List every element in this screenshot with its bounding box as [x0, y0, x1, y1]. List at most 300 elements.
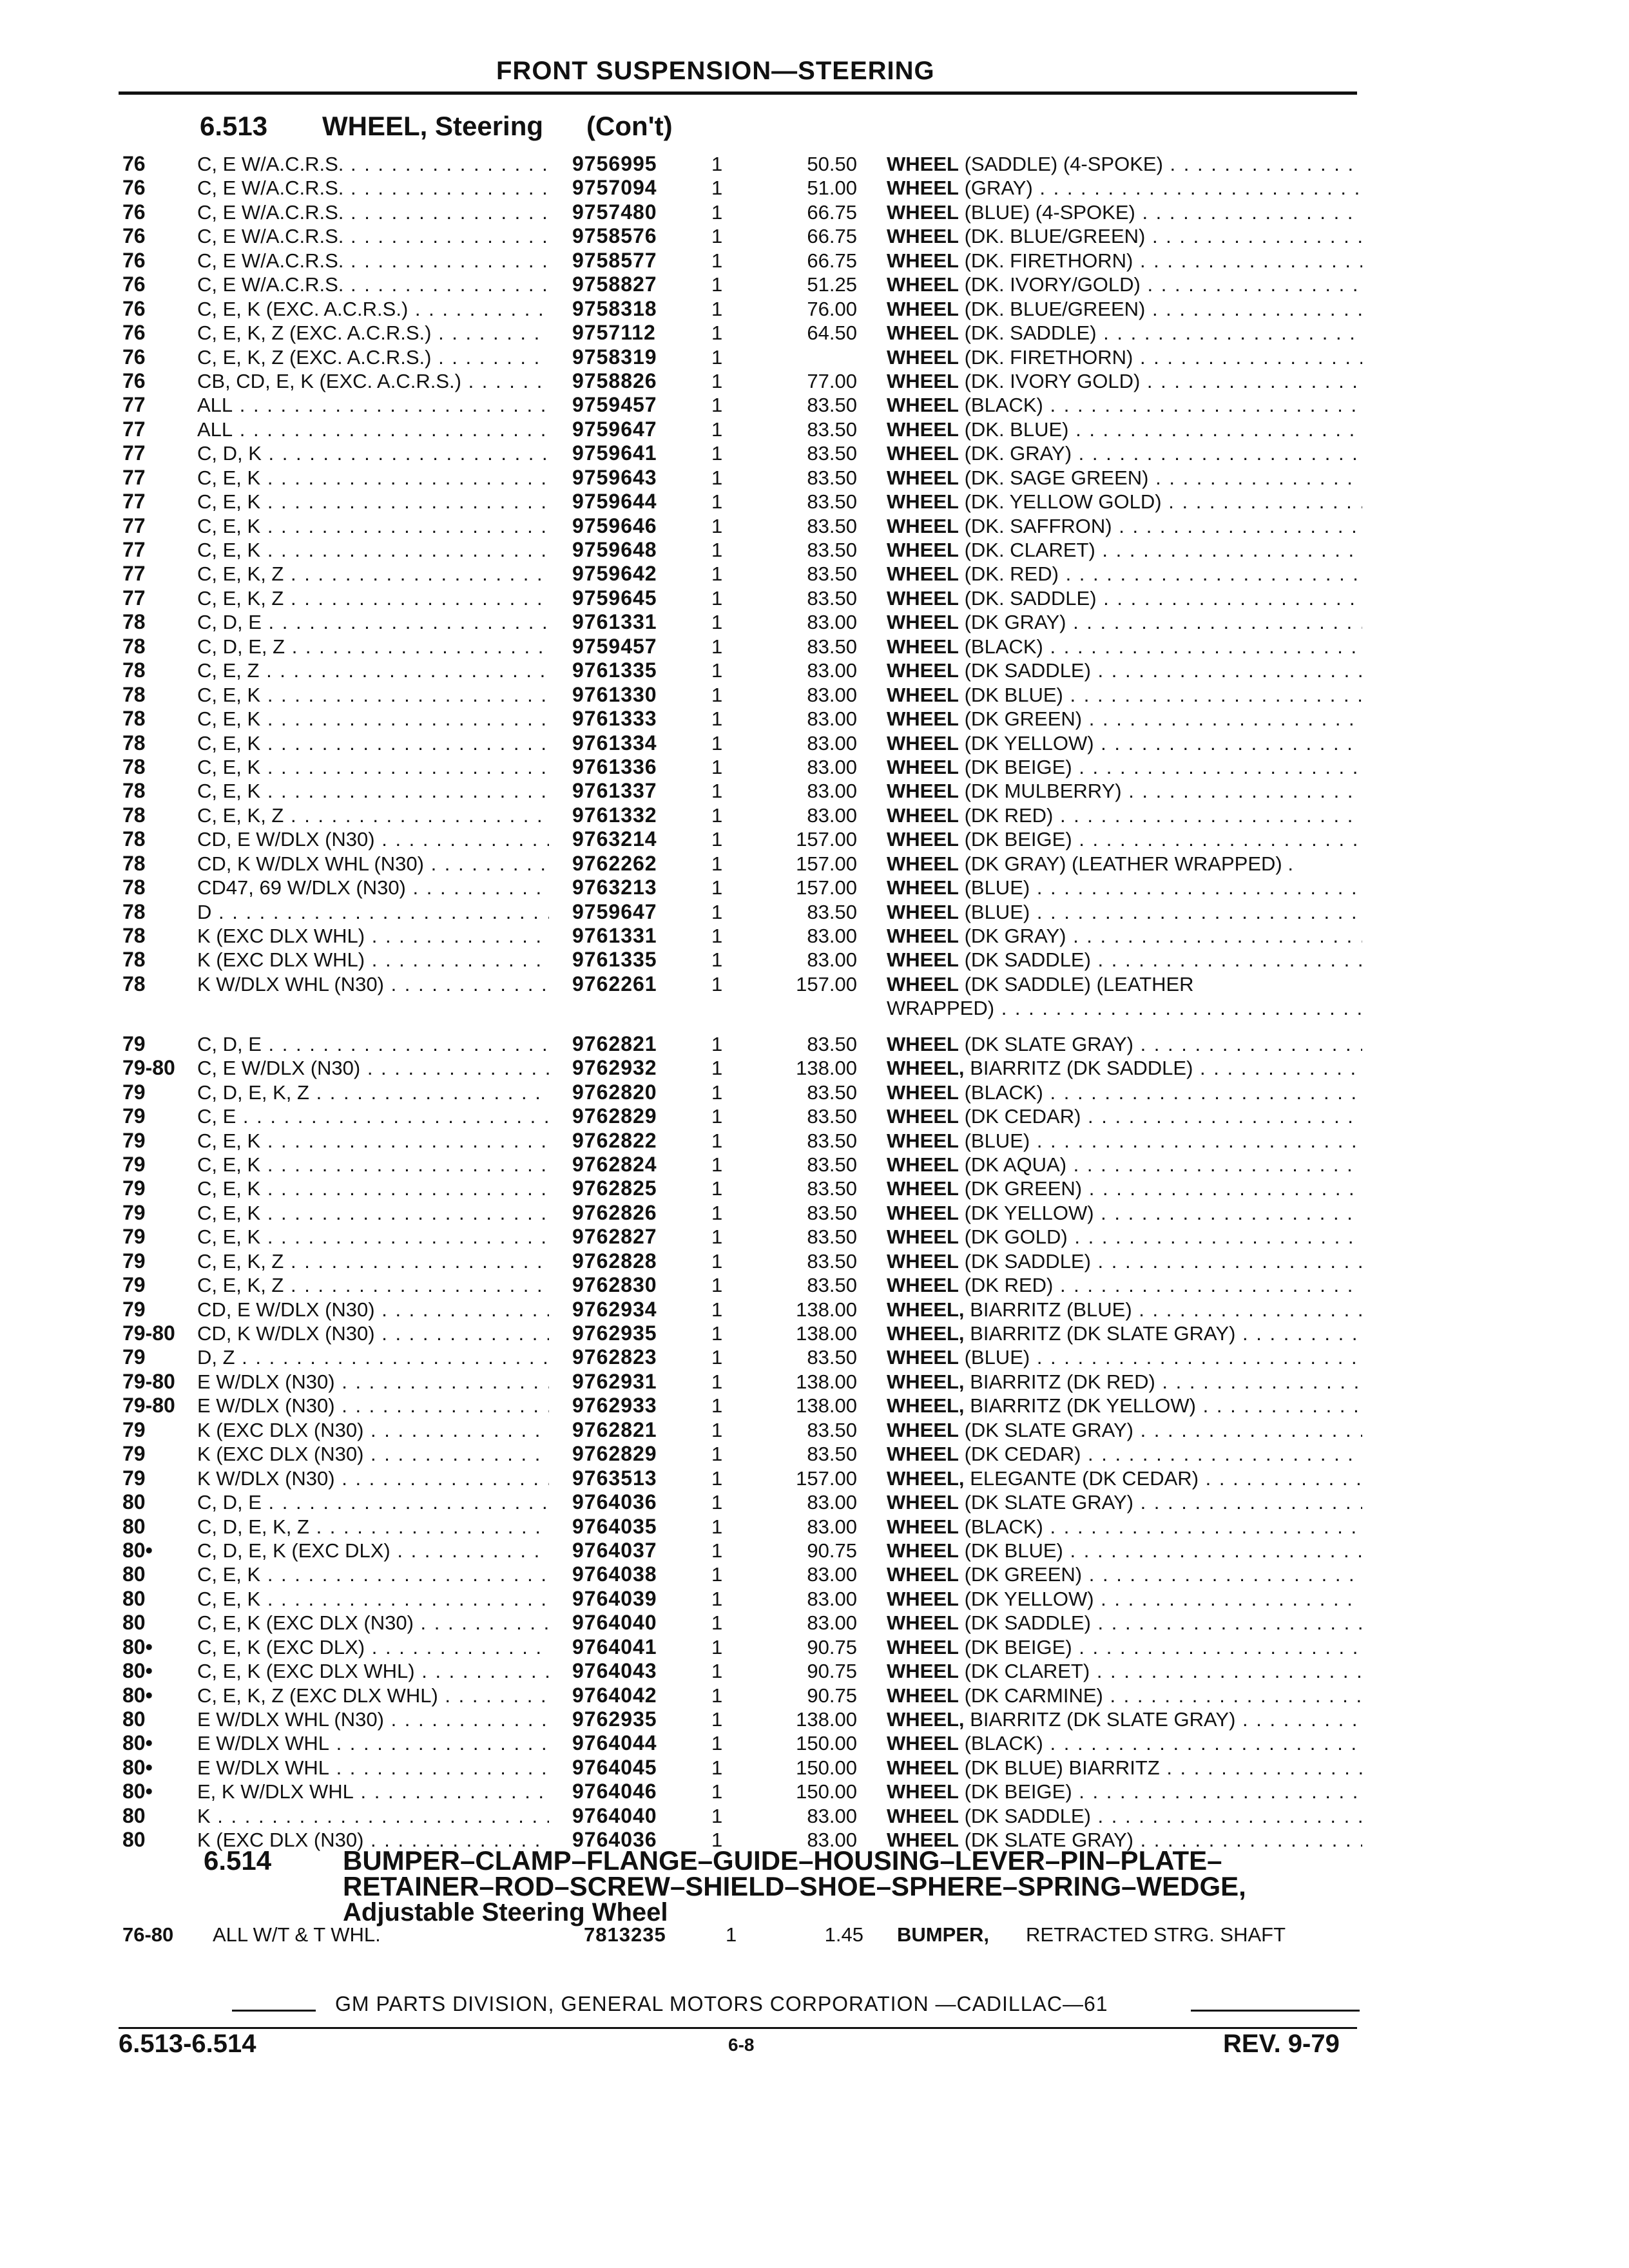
item-detail: (DK CEDAR) [964, 1443, 1081, 1466]
description-cell [887, 1659, 1362, 1683]
item-name: WHEEL [887, 369, 959, 392]
application-cell: K W/DLX (N30) . . . [197, 1466, 549, 1490]
application-cell: CD, K W/DLX WHL (N30) . . . [197, 852, 549, 876]
description-cell [887, 1418, 1362, 1442]
part-number-cell: 9762933 [572, 1394, 657, 1418]
application-cell: C, E W/A.C.R.S. . . . [197, 273, 549, 296]
description-cell [887, 1707, 1362, 1731]
year-cell: 78 [122, 682, 146, 706]
application-cell: C, D, E, K, Z . . . [197, 1515, 549, 1539]
item-detail: (DK YELLOW) [964, 731, 1094, 754]
price-cell: 83.50 [807, 1225, 857, 1249]
item-name: WHEEL [887, 514, 959, 537]
table-row [0, 1731, 1629, 1755]
description-cell [887, 224, 1362, 248]
year-cell: 78 [122, 803, 146, 827]
price-cell: 83.50 [807, 1201, 857, 1224]
quantity-cell: 1 [711, 780, 723, 803]
price-cell: 138.00 [796, 1322, 857, 1345]
price-cell: 83.50 [807, 1274, 857, 1297]
part-number-cell: 9762931 [572, 1369, 657, 1393]
part-number-cell: 9762823 [572, 1345, 657, 1369]
table-row [0, 635, 1629, 658]
item-detail: (DK. BLUE/GREEN) [964, 225, 1146, 248]
item-name: WHEEL [887, 562, 959, 586]
year-cell: 78 [122, 731, 146, 754]
item-detail: (BLUE) [964, 900, 1030, 923]
description-cell [887, 996, 1362, 1020]
description-cell [887, 249, 1362, 273]
price-cell: 83.50 [807, 562, 857, 586]
part-number-cell: 9762822 [572, 1128, 657, 1152]
header-rule [119, 91, 1357, 95]
item-detail: BIARRITZ (BLUE) [970, 1298, 1132, 1321]
table-row [0, 1153, 1629, 1177]
quantity-cell: 1 [711, 1129, 723, 1152]
item-detail: (DK RED) [964, 803, 1054, 827]
table-row [0, 1490, 1629, 1514]
section-number: 6.514 [204, 1845, 272, 1876]
item-name: WHEEL [887, 225, 959, 248]
section-number: 6.513 [200, 111, 268, 141]
price-cell: 66.75 [807, 200, 857, 224]
price-cell: 90.75 [807, 1660, 857, 1683]
quantity-cell: 1 [711, 225, 723, 248]
item-name: WHEEL [887, 1418, 959, 1441]
quantity-cell: 1 [711, 153, 723, 175]
item-detail: (DK. GRAY) [964, 442, 1072, 465]
application-cell: C, E W/A.C.R.S. . . . [197, 152, 549, 176]
table-row [0, 538, 1629, 562]
year-cell: 76 [122, 248, 146, 272]
year-cell: 78 [122, 851, 146, 875]
page-number: 6-8 [728, 2035, 755, 2055]
year-cell: 77 [122, 441, 146, 465]
price-cell: 51.25 [807, 273, 857, 296]
item-name: WHEEL [887, 297, 959, 320]
item-detail: (DK. IVORY GOLD) [964, 369, 1141, 392]
application-cell: C, E, K . . . [197, 1153, 549, 1177]
footer-rule [119, 2027, 1357, 2029]
year-cell: 76 [122, 321, 146, 345]
description-cell [887, 876, 1362, 899]
part-number-cell: 9762821 [572, 1418, 657, 1441]
table-row [0, 1321, 1629, 1345]
year-cell: 79 [122, 1249, 146, 1273]
quantity-cell: 1 [711, 683, 723, 706]
quantity-cell: 1 [711, 322, 723, 345]
quantity-cell: 1 [711, 1105, 723, 1128]
item-name: WHEEL [887, 1032, 959, 1055]
part-number-cell: 9762934 [572, 1297, 657, 1321]
item-name: WHEEL [887, 1756, 959, 1779]
price-cell: 150.00 [796, 1756, 857, 1779]
quantity-cell: 1 [711, 731, 723, 754]
description-cell [887, 418, 1362, 441]
application-cell: C, E W/A.C.R.S. . . . [197, 224, 549, 248]
item-name: WHEEL [887, 635, 959, 658]
quantity-cell: 1 [711, 1057, 723, 1080]
table-row [0, 1466, 1629, 1490]
price-cell: 76.00 [807, 297, 857, 320]
quantity-cell: 1 [711, 1708, 723, 1731]
application-cell: ALL . . . [197, 418, 549, 441]
item-name: WHEEL [887, 731, 959, 754]
price-cell: 83.50 [807, 1153, 857, 1176]
table-row [0, 1587, 1629, 1611]
item-detail: (BLUE) [964, 1346, 1030, 1369]
description-cell [887, 1587, 1362, 1611]
quantity-cell: 1 [711, 1081, 723, 1104]
quantity-cell: 1 [711, 1153, 723, 1176]
table-row [0, 273, 1629, 296]
price-cell: 90.75 [807, 1635, 857, 1658]
part-number-cell: 9764037 [572, 1538, 657, 1562]
quantity-cell: 1 [711, 345, 723, 369]
description-cell [887, 924, 1362, 948]
table-row [0, 586, 1629, 610]
table-row [0, 176, 1629, 200]
year-cell: 80 [122, 1828, 146, 1852]
description-cell [887, 683, 1362, 707]
application-cell: C, E, K, Z . . . [197, 1273, 549, 1297]
part-number-cell: 9763214 [572, 827, 657, 851]
item-detail: WRAPPED) [887, 997, 995, 1020]
table-row [0, 1922, 1629, 1948]
item-detail: BIARRITZ (DK RED) [970, 1370, 1155, 1393]
quantity-cell: 1 [711, 1274, 723, 1297]
quantity-cell: 1 [711, 514, 723, 537]
quantity-cell: 1 [711, 1177, 723, 1200]
year-cell: 78 [122, 610, 146, 634]
description-cell [887, 514, 1362, 538]
year-cell: 79 [122, 1032, 146, 1055]
item-name: WHEEL [887, 322, 959, 345]
table-row [0, 345, 1629, 369]
table-row [0, 1081, 1629, 1104]
part-number-cell: 9763213 [572, 876, 657, 899]
description-cell [887, 948, 1362, 972]
application-cell: E W/DLX (N30) . . . [197, 1394, 549, 1418]
application-cell: C, E, K . . . [197, 538, 549, 562]
item-name: WHEEL, [887, 1298, 965, 1321]
application-cell: C, E, K . . . [197, 1177, 549, 1200]
item-name: WHEEL [887, 1225, 959, 1249]
part-number-cell: 9762825 [572, 1177, 657, 1200]
item-detail: (DK. SAFFRON) [964, 514, 1112, 537]
part-number-cell: 9764043 [572, 1659, 657, 1683]
quantity-cell: 1 [711, 925, 723, 947]
price-cell: 157.00 [796, 828, 857, 851]
section-note: (Con't) [586, 111, 673, 141]
item-name: WHEEL [887, 611, 959, 634]
description-cell [887, 1056, 1362, 1080]
item-name: WHEEL [887, 153, 959, 175]
part-number-cell: 9757480 [572, 200, 657, 224]
part-number-cell: 9762826 [572, 1200, 657, 1224]
item-detail: BIARRITZ (DK YELLOW) [970, 1394, 1196, 1418]
year-cell: 79-80 [122, 1394, 175, 1418]
application-cell: CD, E W/DLX (N30) . . . [197, 1298, 549, 1321]
part-number-cell: 9764036 [572, 1828, 657, 1852]
item-detail: (DK GOLD) [964, 1225, 1068, 1249]
quantity-cell: 1 [711, 200, 723, 224]
section-title-line: BUMPER–CLAMP–FLANGE–GUIDE–HOUSING–LEVER–PIN–PLATE– [343, 1845, 1222, 1876]
quantity-cell: 1 [711, 539, 723, 561]
price-cell: 64.50 [807, 322, 857, 345]
price-cell: 83.50 [807, 1177, 857, 1200]
item-name: WHEEL [887, 1274, 959, 1297]
item-name: WHEEL [887, 1780, 959, 1803]
year-cell: 80• [122, 1538, 153, 1562]
table-row [0, 755, 1629, 779]
item-detail: (DK. YELLOW GOLD) [964, 490, 1162, 514]
description-cell [887, 1273, 1362, 1297]
year-cell: 77 [122, 465, 146, 489]
price-cell: 83.50 [807, 490, 857, 514]
item-name: WHEEL [887, 1443, 959, 1466]
price-cell: 83.00 [807, 707, 857, 731]
part-number-cell: 9764036 [572, 1490, 657, 1514]
description-cell [887, 1539, 1362, 1562]
table-row [0, 1539, 1629, 1562]
year-cell: 80• [122, 1780, 153, 1803]
part-number-cell: 9761335 [572, 658, 657, 682]
year-cell: 76 [122, 176, 146, 200]
description-cell [887, 755, 1362, 779]
item-detail: (DK RED) [964, 1274, 1054, 1297]
footer-divider [1191, 2010, 1360, 2012]
quantity-cell: 1 [711, 1346, 723, 1369]
description-cell [887, 393, 1362, 417]
row-spacer [0, 1021, 1629, 1032]
year-cell: 79 [122, 1152, 146, 1176]
description-cell [887, 321, 1362, 345]
item-name: WHEEL [887, 1804, 959, 1827]
item-detail: (BLACK) [964, 394, 1043, 417]
table-row [0, 152, 1629, 176]
part-number-cell: 9761331 [572, 924, 657, 947]
application-cell: K W/DLX WHL (N30) . . . [197, 972, 549, 996]
application-cell: C, E, K, Z (EXC. A.C.R.S.) . . . [197, 321, 549, 345]
quantity-cell: 1 [711, 1322, 723, 1345]
table-row [0, 1780, 1629, 1803]
description-cell [887, 852, 1362, 876]
application-cell: C, E, K . . . [197, 779, 549, 803]
table-row [0, 441, 1629, 465]
table-row [0, 1707, 1629, 1731]
year-cell: 79 [122, 1128, 146, 1152]
item-name: WHEEL [887, 972, 959, 995]
application-cell: C, E W/A.C.R.S. . . . [197, 176, 549, 200]
item-name: WHEEL, [887, 1708, 965, 1731]
item-detail: (DK GREEN) [964, 1563, 1083, 1586]
application-cell: ALL W/T & T WHL. [213, 1923, 381, 1946]
price-cell: 83.00 [807, 611, 857, 634]
description-cell [887, 972, 1362, 996]
price-cell: 83.00 [807, 1611, 857, 1635]
item-name: WHEEL [887, 780, 959, 803]
year-cell: 77 [122, 538, 146, 561]
quantity-cell: 1 [711, 659, 723, 682]
item-detail: (DK GREEN) [964, 707, 1083, 731]
year-cell: 79 [122, 1080, 146, 1104]
table-row [0, 1756, 1629, 1780]
item-name: WHEEL [887, 1177, 959, 1200]
item-detail: (DK CLARET) [964, 1660, 1090, 1683]
item-detail: (DK SLATE GRAY) [964, 1491, 1133, 1514]
item-name: WHEEL [887, 1249, 959, 1273]
item-detail: (DK BLUE) [964, 683, 1063, 706]
quantity-cell: 1 [711, 369, 723, 392]
application-cell: C, E, K, Z . . . [197, 562, 549, 586]
table-row [0, 779, 1629, 803]
year-cell: 76 [122, 345, 146, 369]
application-cell: K (EXC DLX (N30) . . . [197, 1418, 549, 1442]
quantity-cell: 1 [711, 611, 723, 634]
item-detail: (DK SADDLE) [964, 1804, 1091, 1827]
item-cell: BUMPER, [897, 1923, 989, 1946]
quantity-cell: 1 [711, 1418, 723, 1441]
price-cell: 83.00 [807, 925, 857, 947]
year-cell: 79 [122, 1200, 146, 1224]
table-row [0, 1442, 1629, 1466]
application-cell: ALL . . . [197, 393, 549, 417]
table-row [0, 297, 1629, 321]
table-row [0, 224, 1629, 248]
table-row [0, 1056, 1629, 1080]
item-name: WHEEL [887, 900, 959, 923]
item-name: WHEEL [887, 394, 959, 417]
year-cell: 80 [122, 1586, 146, 1610]
item-name: WHEEL [887, 1129, 959, 1152]
application-cell: CD47, 69 W/DLX (N30) . . . [197, 876, 549, 899]
description-cell [887, 707, 1362, 731]
item-detail: (DK. BLUE/GREEN) [964, 297, 1146, 320]
part-number-cell: 9764041 [572, 1635, 657, 1658]
item-name: WHEEL [887, 925, 959, 947]
item-name: WHEEL [887, 659, 959, 682]
part-number-cell: 9762829 [572, 1104, 657, 1128]
year-cell: 79-80 [122, 1321, 175, 1345]
item-name: WHEEL [887, 1732, 959, 1755]
description-cell [887, 658, 1362, 682]
year-cell: 80 [122, 1707, 146, 1731]
year-cell: 78 [122, 876, 146, 899]
item-detail: (DK BLUE) [964, 1539, 1063, 1562]
item-name: WHEEL [887, 1539, 959, 1562]
application-cell: C, E, K . . . [197, 755, 549, 779]
table-row [0, 827, 1629, 851]
part-number-cell: 9759457 [572, 634, 657, 658]
year-cell: 78 [122, 634, 146, 658]
part-number-cell: 9761332 [572, 803, 657, 827]
section-name: WHEEL, Steering [322, 111, 544, 141]
quantity-cell: 1 [711, 1684, 723, 1707]
application-cell: C, E, K . . . [197, 1562, 549, 1586]
application-cell: C, E W/DLX (N30) . . . [197, 1056, 549, 1080]
year-cell: 79 [122, 1273, 146, 1297]
year-cell: 77 [122, 393, 146, 417]
description-cell [887, 200, 1362, 224]
item-name: WHEEL [887, 803, 959, 827]
quantity-cell: 1 [711, 1829, 723, 1852]
description-cell [887, 369, 1362, 393]
table-row [0, 1370, 1629, 1394]
table-row [0, 948, 1629, 972]
quantity-cell: 1 [711, 1804, 723, 1827]
price-cell: 138.00 [796, 1394, 857, 1418]
table-row [0, 900, 1629, 924]
price-cell: 83.50 [807, 586, 857, 610]
part-number-cell: 9763513 [572, 1466, 657, 1490]
application-cell: C, E, Z . . . [197, 658, 549, 682]
table-row [0, 1177, 1629, 1200]
year-cell: 80• [122, 1659, 153, 1683]
description-cell [887, 297, 1362, 321]
item-detail: (DK. IVORY/GOLD) [964, 273, 1141, 296]
description-cell [887, 1780, 1362, 1803]
table-row [0, 1394, 1629, 1418]
table-row [0, 876, 1629, 899]
price-cell: 138.00 [796, 1370, 857, 1393]
part-number-cell: 9764040 [572, 1803, 657, 1827]
quantity-cell: 1 [711, 852, 723, 875]
part-number-cell: 9761331 [572, 610, 657, 634]
description-cell [887, 152, 1362, 176]
table-row [0, 1804, 1629, 1828]
quantity-cell: 1 [711, 876, 723, 899]
section-title-line: RETAINER–ROD–SCREW–SHIELD–SHOE–SPHERE–SPRING–WEDGE, [343, 1871, 1246, 1901]
year-cell: 76 [122, 200, 146, 224]
table-row [0, 683, 1629, 707]
part-number-cell: 9758576 [572, 224, 657, 248]
table-row [0, 249, 1629, 273]
item-detail: (DK YELLOW) [964, 1201, 1094, 1224]
application-cell: C, D, E, K, Z . . . [197, 1081, 549, 1104]
item-detail: (DK SADDLE) [964, 1611, 1091, 1635]
part-number-cell: 9759648 [572, 538, 657, 561]
table-row [0, 1249, 1629, 1273]
item-name: WHEEL [887, 852, 959, 875]
year-cell: 80 [122, 1490, 146, 1514]
description-cell [887, 1177, 1362, 1200]
table-row [0, 1345, 1629, 1369]
part-number-cell: 9759644 [572, 490, 657, 514]
part-number-cell: 9758826 [572, 369, 657, 392]
price-cell: 83.50 [807, 1129, 857, 1152]
year-cell: 78 [122, 899, 146, 923]
item-detail: (DK YELLOW) [964, 1587, 1094, 1610]
year-cell: 77 [122, 490, 146, 514]
year-cell: 77 [122, 562, 146, 586]
price-cell: 90.75 [807, 1539, 857, 1562]
year-cell: 76 [122, 369, 146, 392]
quantity-cell: 1 [711, 1225, 723, 1249]
quantity-cell: 1 [711, 442, 723, 465]
application-cell: K (EXC DLX (N30) . . . [197, 1828, 549, 1852]
table-row [0, 1104, 1629, 1128]
item-detail: (DK. CLARET) [964, 539, 1095, 561]
description-cell [887, 779, 1362, 803]
item-name: WHEEL [887, 466, 959, 489]
price-cell: 83.00 [807, 803, 857, 827]
quantity-cell: 1 [711, 803, 723, 827]
price-cell: 150.00 [796, 1780, 857, 1803]
item-name: WHEEL [887, 1153, 959, 1176]
price-cell: 83.50 [807, 1032, 857, 1055]
year-cell: 80• [122, 1683, 153, 1707]
